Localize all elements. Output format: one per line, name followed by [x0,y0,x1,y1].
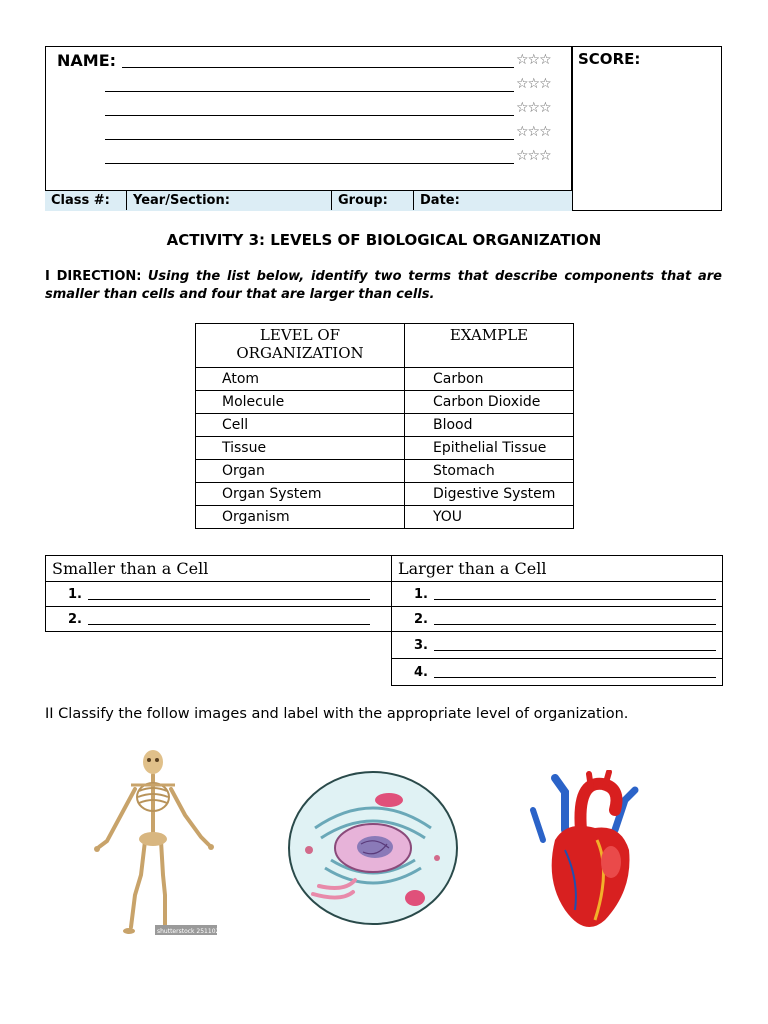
name-line-5[interactable] [105,163,514,164]
example-cell: Carbon [405,368,574,391]
level-cell: Cell [196,414,405,437]
example-cell: Digestive System [405,483,574,506]
table-row [196,391,574,414]
date-label[interactable]: Date: [420,193,460,208]
larger-answer-1[interactable] [392,582,723,607]
star-rating-icon[interactable]: ☆☆☆ [516,124,551,140]
direction-label: I DIRECTION: [45,269,142,284]
name-line-1[interactable] [122,67,514,68]
table-row [196,414,574,437]
level-cell: Organ System [196,483,405,506]
score-divider [571,46,573,211]
table-row [196,483,574,506]
item-number: 1. [68,586,82,602]
skeleton-image [85,745,225,940]
level-cell: Organism [196,506,405,529]
example-cell: Carbon Dioxide [405,391,574,414]
item-number: 1. [414,586,428,602]
cell-image [285,768,465,928]
level-cell: Tissue [196,437,405,460]
table-row [196,506,574,529]
star-rating-icon[interactable]: ☆☆☆ [516,52,551,68]
column-header-example: EXAMPLE [405,324,574,368]
example-cell: YOU [405,506,574,529]
answer-line[interactable] [434,624,716,625]
name-label: NAME: [57,51,117,70]
student-info-box [45,46,722,211]
level-cell: Organ [196,460,405,483]
answer-line[interactable] [434,677,716,678]
year-section-label[interactable]: Year/Section: [127,191,332,210]
table-header-row [196,324,574,368]
example-cell: Blood [405,414,574,437]
section-2-instruction: II Classify the follow images and label with the appropriate level of organization. [45,706,629,722]
star-rating-icon[interactable]: ☆☆☆ [516,76,551,92]
direction-paragraph [45,268,722,304]
example-cell: Epithelial Tissue [405,437,574,460]
activity-title: ACTIVITY 3: LEVELS OF BIOLOGICAL ORGANIZATION [166,231,602,249]
star-rating-icon[interactable]: ☆☆☆ [516,148,551,164]
class-number-label[interactable]: Class #: [45,191,127,210]
star-rating-icon[interactable]: ☆☆☆ [516,100,551,116]
table-row [196,460,574,483]
smaller-header: Smaller than a Cell [46,556,392,582]
answer-line[interactable] [88,624,370,625]
item-number: 2. [68,611,82,627]
name-line-4[interactable] [105,139,514,140]
item-number: 2. [414,611,428,627]
info-row [45,190,572,211]
smaller-answer-2[interactable] [46,607,392,632]
larger-answer-3[interactable] [392,632,723,659]
levels-table [195,323,574,529]
answer-line[interactable] [88,599,370,600]
example-cell: Stomach [405,460,574,483]
direction-text: Using the list below, identify two terms that describe components that are smaller than cells and four that are larger than cells. [45,269,722,302]
smaller-answer-1[interactable] [46,582,392,607]
table-row [196,437,574,460]
answer-line[interactable] [434,650,716,651]
name-line-3[interactable] [105,115,514,116]
watermark-caption: shutterstock 2511025 [157,928,224,935]
name-line-2[interactable] [105,91,514,92]
answer-line[interactable] [434,599,716,600]
level-cell: Atom [196,368,405,391]
level-cell: Molecule [196,391,405,414]
item-number: 3. [414,637,428,653]
score-label: SCORE: [578,50,641,68]
larger-answer-4[interactable] [392,659,723,686]
item-number: 4. [414,664,428,680]
heart-image [525,770,645,940]
column-header-level: LEVEL OF ORGANIZATION [196,324,405,368]
compare-table [45,555,723,686]
larger-header: Larger than a Cell [392,556,723,582]
larger-answer-2[interactable] [392,607,723,632]
table-row [196,368,574,391]
group-label[interactable]: Group: [332,191,414,210]
